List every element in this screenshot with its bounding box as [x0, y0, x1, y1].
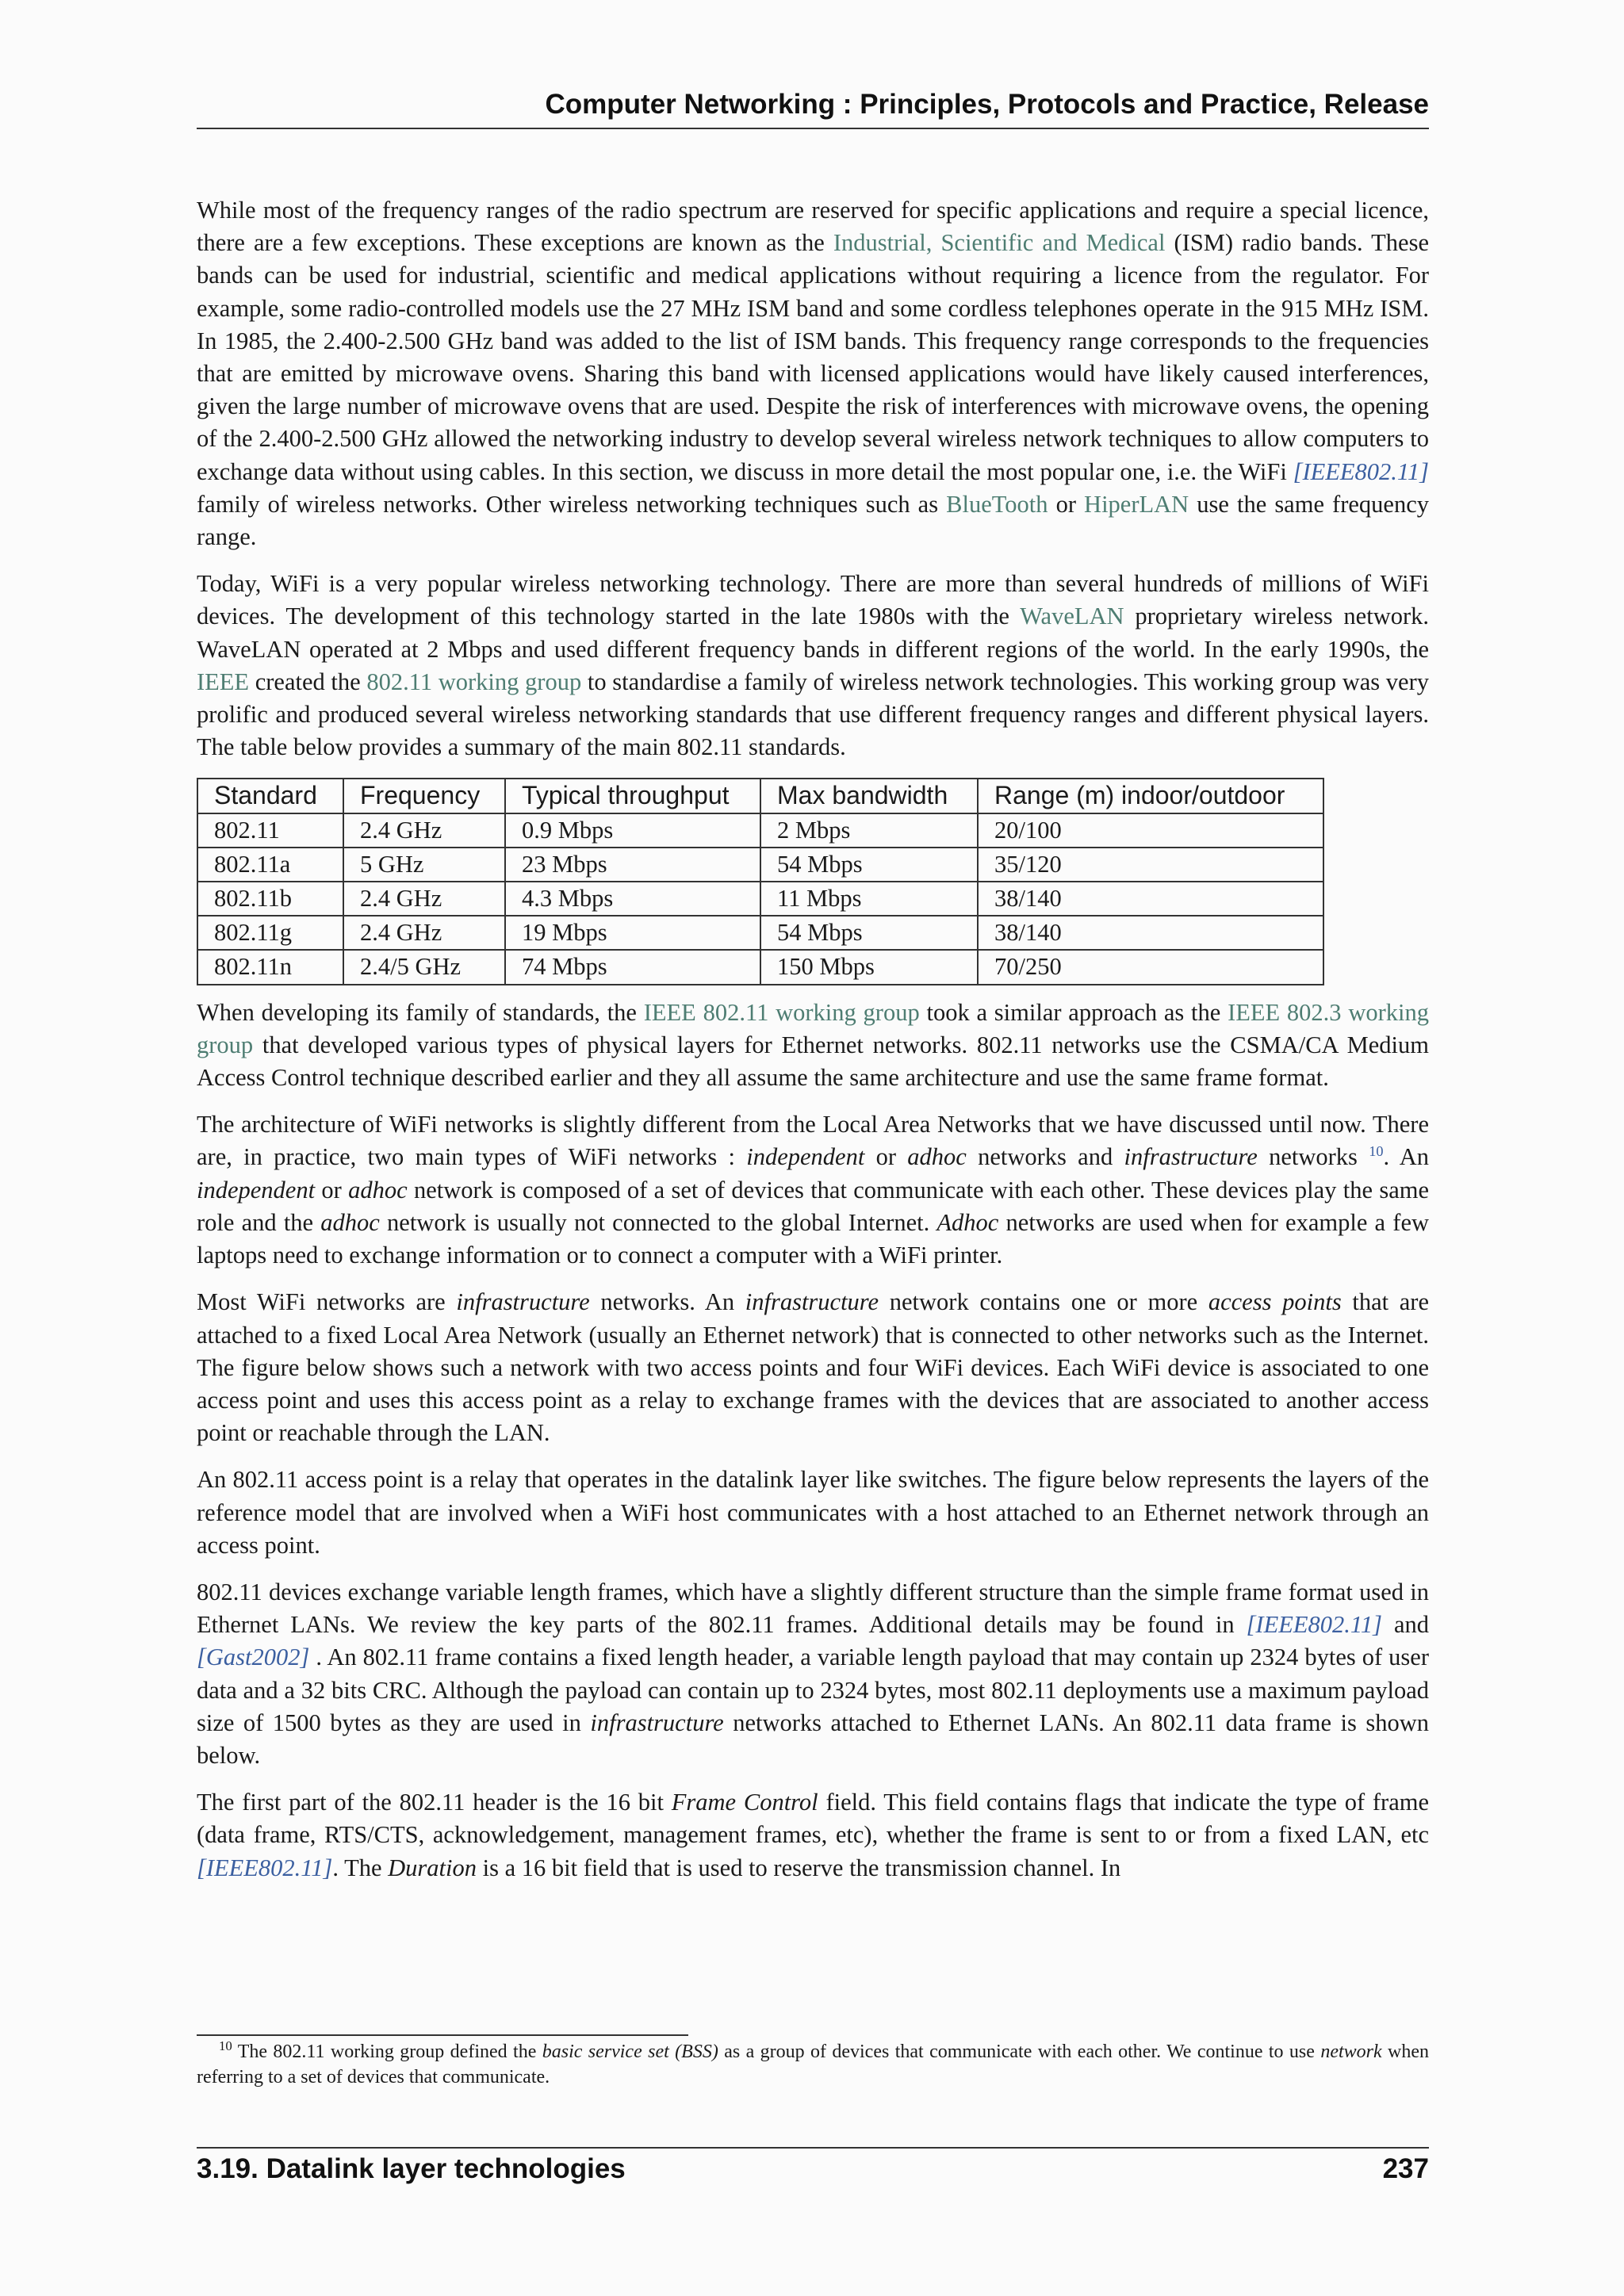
paragraph-access-point: An 802.11 access point is a relay that operates in the datalink layer like switches. The figure below represents the layers of the reference model that are involved when a WiFi host communicates with a host attached to an Ethernet network through an access point.: [197, 1466, 1429, 1559]
table-cell: 38/140: [978, 916, 1323, 950]
table-row: [197, 950, 1323, 984]
footnote-number: 10: [219, 2038, 232, 2053]
table-cell: 38/140: [978, 882, 1323, 916]
paragraph-frame-control: The first part of the 802.11 header is the 16 bit Frame Control field. This field contains flags that indicate the type of frame (data frame, RTS/CTS, acknowledgement, management frames, etc), whether the frame is sent to or from a fixed LAN, etc [IEEE802.11]. The Duration is a 16 bit field that is used to reserve the transmission channel. In: [197, 1789, 1430, 1881]
table-cell: 54 Mbps: [760, 848, 978, 882]
table-cell: 0.9 Mbps: [505, 813, 760, 848]
column-header: Standard: [197, 779, 343, 813]
paragraph-architecture: The architecture of WiFi networks is slightly different from the Local Area Networks that we have discussed until now. There are, in practice, two main types of WiFi networks : independent or adhoc networks and infrastructure networks $^{10}$. An independent or adhoc network is composed of a set of devices that communicate with each other. These devices play the same role and the adhoc network is usually not connected to the global Internet. Adhoc networks are used when for example a few laptops need to exchange information or to connect a computer with a WiFi printer.: [197, 1111, 1430, 1269]
table-cell: 2.4 GHz: [343, 882, 505, 916]
table-cell: 19 Mbps: [505, 916, 760, 950]
table-cell: 35/120: [978, 848, 1323, 882]
table-header-row: [197, 779, 1323, 813]
table-cell: 802.11n: [197, 950, 343, 984]
table-cell: 54 Mbps: [760, 916, 978, 950]
table-row: [197, 813, 1323, 848]
footer-section-title: 3.19. Datalink layer technologies: [197, 2153, 626, 2184]
citation-ieee80211[interactable]: [IEEE802.11]: [197, 1854, 333, 1881]
link-ieee-80211-working-group[interactable]: IEEE 802.11 working group: [643, 998, 920, 1026]
table-row: [197, 848, 1323, 882]
paragraph-frames: 802.11 devices exchange variable length frames, which have a slightly different structure than the simple frame format used in Ethernet LANs. We review the key parts of the 802.11 frames. Additional details may be found in [IEEE802.11] and [Gast2002] . An 802.11 frame contains a fixed length header, a variable length payload that may contain up 2324 bytes of user data and a 32 bits CRC. Although the payload can contain up to 2324 bytes, most 802.11 deployments use a maximum payload size of 1500 bytes as they are used in infrastructure networks attached to Ethernet LANs. An 802.11 data frame is shown below.: [197, 1578, 1429, 1769]
table-cell: 5 GHz: [343, 848, 505, 882]
table-cell: 11 Mbps: [760, 882, 978, 916]
table-cell: 802.11g: [197, 916, 343, 950]
page-body: [197, 194, 1429, 1899]
footnote-rule: [197, 2034, 688, 2036]
paragraph-working-groups: When developing its family of standards, the IEEE 802.11 working group took a similar approach as the IEEE 802.3 working group that developed various types of physical layers for Ethernet networks. 802.11 networks use the CSMA/CA Medium Access Control technique described earlier and they all assume the same architecture and use the same frame format.: [197, 998, 1429, 1092]
header-rule: [197, 128, 1429, 129]
link-bluetooth[interactable]: BlueTooth: [946, 490, 1048, 518]
footnote: $^{10}$ The 802.11 working group defined the basic service set (BSS) as a group of devices that communicate with each other. We continue to use network when referring to a set of devices that communicate.: [197, 2038, 1430, 2087]
paragraph-infrastructure: Most WiFi networks are infrastructure networks. An infrastructure network contains one or more access points that are attached to a fixed Local Area Network (usually an Ethernet network) that is connected to other networks such as the Internet. The figure below shows such a network with two access points and four WiFi devices. Each WiFi device is associated to one access point and uses this access point as a relay to exchange frames with the devices that are associated to another access point or reachable through the LAN.: [197, 1288, 1429, 1447]
column-header: Frequency: [343, 779, 505, 813]
paragraph-ism-bands: While most of the frequency ranges of the radio spectrum are reserved for specific applications and require a special licence, there are a few exceptions. These exceptions are known as the Industrial, Scientific and Medical (ISM) radio bands. These bands can be used for industrial, scientific and medical applications without requiring a licence from the regulator. For example, some radio-controlled models use the 27 MHz ISM band and some cordless telephones operate in the 915 MHz ISM. In 1985, the 2.400-2.500 GHz band was added to the list of ISM bands. This frequency range corresponds to the frequencies that are emitted by microwave ovens. Sharing this band with licensed applications would have likely caused interferences, given the large number of microwave ovens that are used. Despite the risk of interferences with microwave ovens, the opening of the 2.400-2.500 GHz allowed the networking industry to develop several wireless network techniques to allow computers to exchange data without using cables. In this section, we discuss in more detail the most popular one, i.e. the WiFi [IEEE802.11] family of wireless networks. Other wireless networking techniques such as BlueTooth or HiperLAN use the same frequency range.: [197, 197, 1429, 551]
link-wavelan[interactable]: WaveLAN: [1020, 603, 1124, 630]
table-cell: 2.4 GHz: [343, 916, 505, 950]
table-row: [197, 882, 1323, 916]
table-row: [197, 916, 1323, 950]
citation-ieee80211[interactable]: [IEEE802.11]: [1246, 1611, 1382, 1639]
table-cell: 4.3 Mbps: [505, 882, 760, 916]
table-cell: 802.11a: [197, 848, 343, 882]
footnote-ref[interactable]: 10: [1369, 1143, 1384, 1160]
column-header: Range (m) indoor/outdoor: [978, 779, 1323, 813]
link-ism[interactable]: Industrial, Scientific and Medical: [833, 229, 1166, 257]
table-cell: 2.4/5 GHz: [343, 950, 505, 984]
running-header: Computer Networking : Principles, Protocols and Practice, Release: [545, 89, 1429, 120]
table-cell: 2 Mbps: [760, 813, 978, 848]
citation-ieee80211[interactable]: [IEEE802.11]: [1293, 457, 1429, 485]
link-ieee[interactable]: IEEE: [197, 668, 250, 695]
citation-gast2002[interactable]: [Gast2002]: [197, 1644, 310, 1671]
column-header: Typical throughput: [505, 779, 760, 813]
link-hiperlan[interactable]: HiperLAN: [1084, 490, 1189, 518]
table-cell: 802.11b: [197, 882, 343, 916]
table-cell: 23 Mbps: [505, 848, 760, 882]
link-ieee-8023-working-group[interactable]: IEEE 802.3 working group: [197, 998, 1429, 1058]
table-cell: 74 Mbps: [505, 950, 760, 984]
table-cell: 2.4 GHz: [343, 813, 505, 848]
page-footer: [197, 2153, 1429, 2185]
table-cell: 150 Mbps: [760, 950, 978, 984]
table-cell: 70/250: [978, 950, 1323, 984]
paragraph-wifi-history: Today, WiFi is a very popular wireless networking technology. There are more than several hundreds of millions of WiFi devices. The development of this technology started in the late 1980s with the WaveLAN proprietary wireless network. WaveLAN operated at 2 Mbps and used different frequency bands in different regions of the world. In the early 1990s, the IEEE created the 802.11 working group to standardise a family of wireless network technologies. This working group was very prolific and produced several wireless networking standards that use different frequency ranges and different physical layers. The table below provides a summary of the main 802.11 standards.: [197, 570, 1429, 761]
table-cell: 802.11: [197, 813, 343, 848]
table-cell: 20/100: [978, 813, 1323, 848]
column-header: Max bandwidth: [760, 779, 978, 813]
link-80211-working-group[interactable]: 802.11 working group: [366, 668, 582, 695]
standards-table: [197, 778, 1324, 985]
footer-rule: [197, 2147, 1429, 2149]
page-number: 237: [1382, 2153, 1429, 2184]
